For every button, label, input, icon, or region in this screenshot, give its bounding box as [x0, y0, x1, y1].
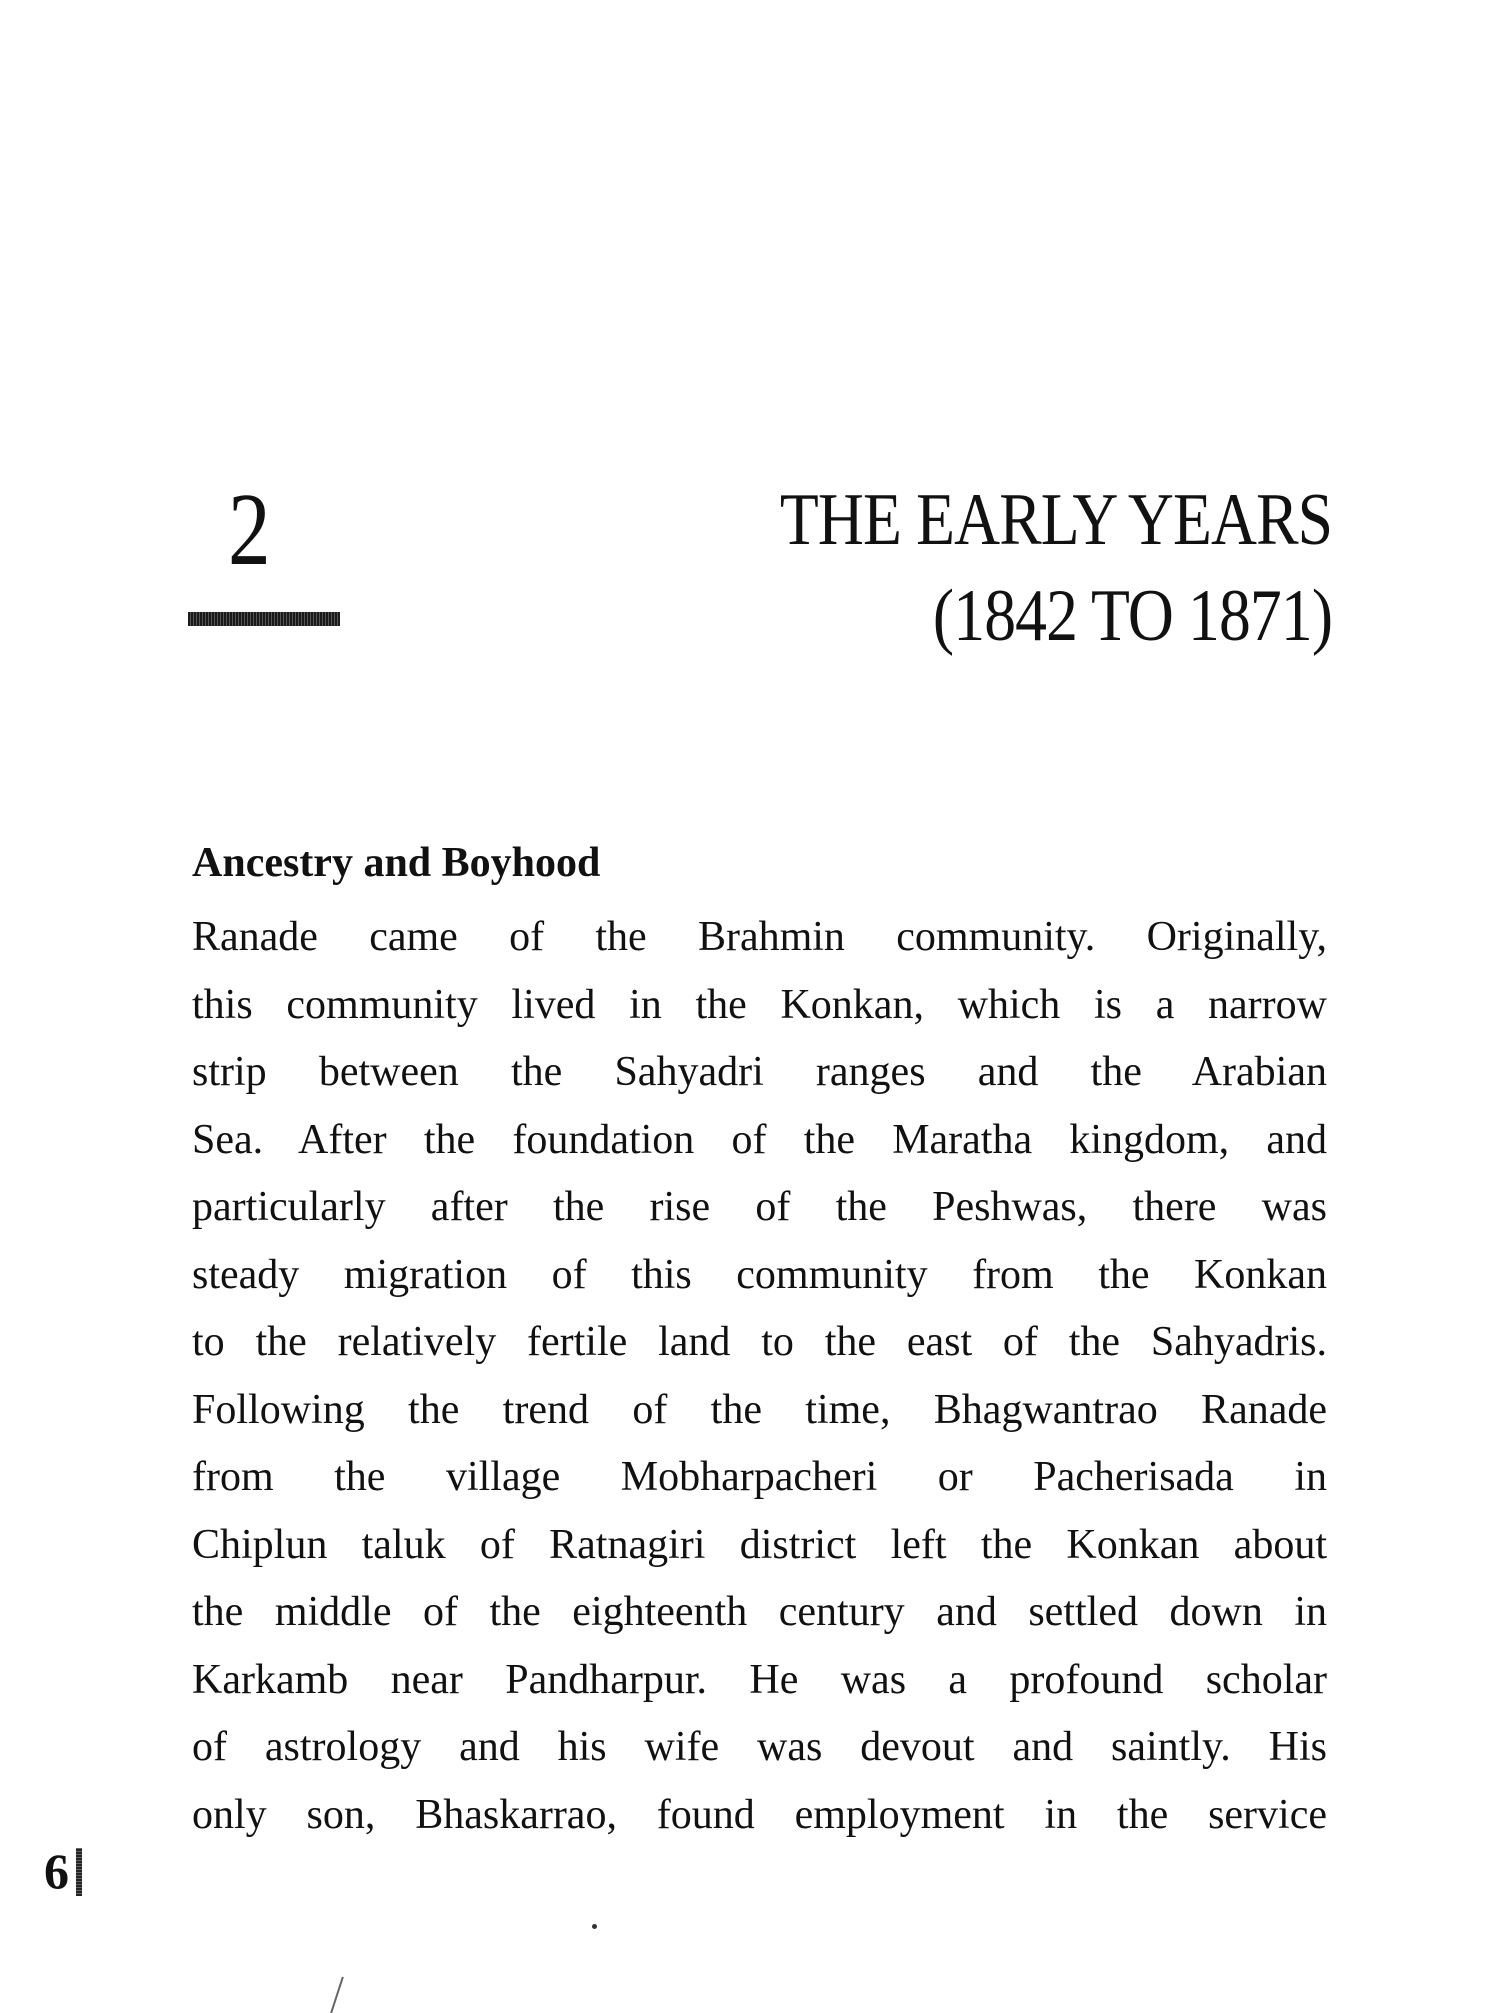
chapter-number: 2	[228, 472, 271, 587]
paragraph-line: from the village Mobharpacheri or Pacherisada in	[192, 1454, 1327, 1500]
chapter-title	[690, 472, 1332, 664]
paragraph-line: Following the trend of the time, Bhagwantrao Ranade	[192, 1386, 1327, 1433]
scan-scratch	[330, 1977, 344, 2013]
paragraph-line: Ranade came of the Brahmin community. Originally,	[192, 914, 1327, 960]
section-heading: Ancestry and Boyhood	[192, 840, 601, 886]
paragraph-line: Karkamb near Pandharpur. He was a profound scholar	[192, 1656, 1327, 1703]
scan-speck	[592, 1924, 597, 1929]
body-paragraph	[192, 904, 1327, 1849]
chapter-title-years: (1842 TO 1871)	[932, 575, 1332, 658]
page-number: 6	[44, 1843, 69, 1899]
chapter-title-line: THE EARLY YEARS	[779, 479, 1332, 561]
paragraph-line: Sea. After the foundation of the Maratha kingdom, and	[192, 1116, 1327, 1163]
paragraph-line: strip between the Sahyadri ranges and the Arabian	[192, 1049, 1327, 1095]
paragraph-line: of astrology and his wife was devout and saintly. His	[192, 1724, 1327, 1770]
paragraph-line: the middle of the eighteenth century and settled down in	[192, 1589, 1327, 1635]
paragraph-line: steady migration of this community from the Konkan	[192, 1251, 1327, 1298]
chapter-number-underline	[188, 612, 340, 626]
paragraph-line: particularly after the rise of the Peshwas, there was	[192, 1184, 1327, 1230]
paragraph-line: to the relatively fertile land to the east of the Sahyadris.	[192, 1319, 1327, 1365]
paragraph-line: this community lived in the Konkan, which is a narrow	[192, 981, 1327, 1028]
paragraph-line: only son, Bhaskarrao, found employment in the service	[192, 1791, 1327, 1838]
paragraph-line: Chiplun taluk of Ratnagiri district left the Konkan about	[192, 1521, 1327, 1568]
page-number-rule	[76, 1848, 82, 1896]
